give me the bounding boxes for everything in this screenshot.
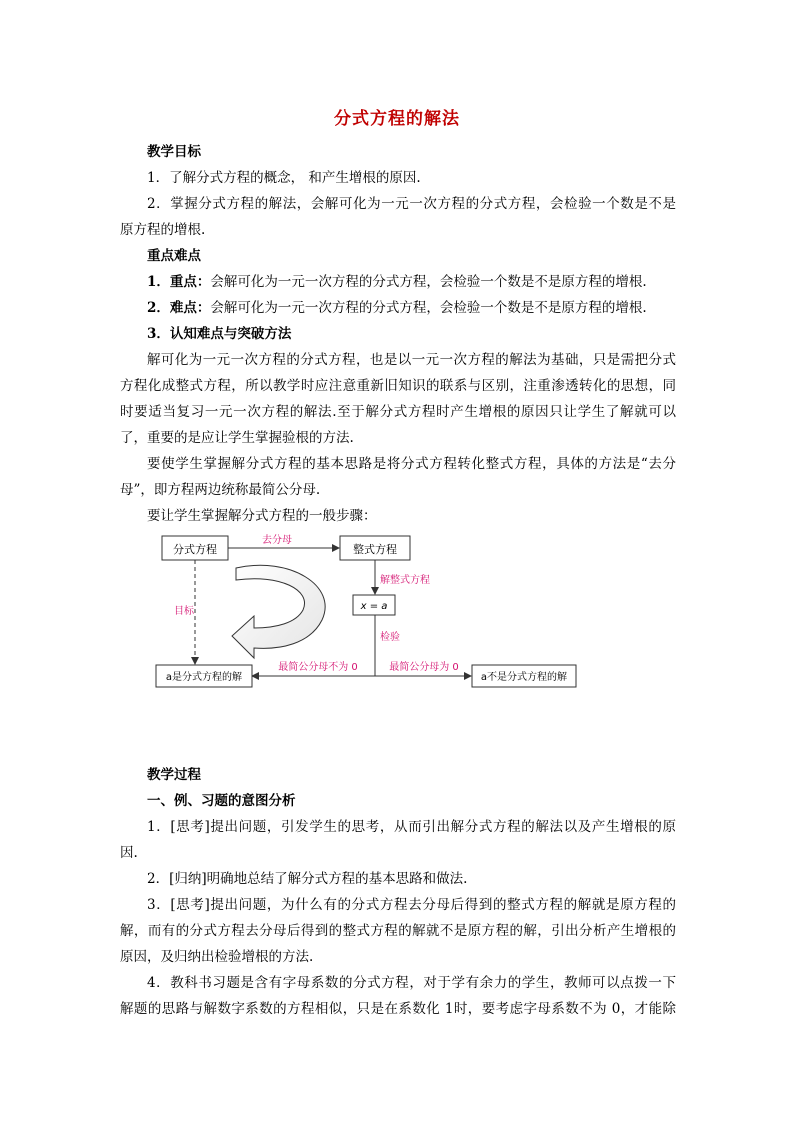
- paragraph-1-line: 了，重要的是应让学生掌握验根的方法.: [120, 430, 354, 446]
- process-item-3-line: 3．[思考]提出问题，为什么有的分式方程去分母后得到的整式方程的解就是原方程的: [147, 897, 676, 913]
- keypoint-item-1-label: 1．重点：: [147, 274, 211, 290]
- paragraph-3: 要让学生掌握解分式方程的一般步骤：: [147, 508, 377, 524]
- goals-heading: 教学目标: [147, 144, 201, 160]
- label-remove-denominator: 去分母: [262, 535, 292, 546]
- paragraph-2-line: 要使学生掌握解分式方程的基本思路是将分式方程转化整式方程，具体的方法是“去分: [147, 456, 676, 472]
- process-section-1: 一、例、习题的意图分析: [147, 793, 296, 809]
- keypoint-item-1-text: 会解可化为一元一次方程的分式方程，会检验一个数是不是原方程的增根.: [210, 274, 647, 290]
- process-item-4-line: 4．教科书习题是含有字母系数的分式方程，对于学有余力的学生，教师可以点拨一下: [147, 975, 676, 991]
- process-item-1-line: 因.: [120, 845, 138, 861]
- process-item-3-line: 解，而有的分式方程去分母后得到的整式方程的解就不是原方程的解，引出分析产生增根的: [120, 923, 676, 939]
- box-integral-equation-label: 整式方程: [353, 543, 397, 556]
- paragraph-2-line: 母”，即方程两边统称最简公分母.: [120, 482, 321, 498]
- label-check: 检验: [380, 632, 400, 643]
- page-title: 分式方程的解法: [334, 109, 460, 129]
- process-item-1-line: 1．[思考]提出问题，引发学生的思考，从而引出解分式方程的解法以及产生增根的原: [147, 819, 676, 835]
- keypoint-item-2-text: 会解可化为一元一次方程的分式方程，会检验一个数是不是原方程的增根.: [210, 300, 647, 316]
- label-lcd-zero: 最简公分母为 0: [389, 662, 459, 673]
- keypoint-item-2: [147, 295, 676, 321]
- label-goal: 目标: [174, 606, 194, 617]
- process-item-4-line: 解题的思路与解数字系数的方程相似，只是在系数化 1时，要考虑字母系数不为 0，才能除: [120, 1001, 676, 1017]
- keypoint-item-3-heading: 3．认知难点与突破方法: [147, 326, 292, 342]
- goal-item-2-line-2: 原方程的增根.: [120, 222, 206, 238]
- box-not-solution-label: a不是分式方程的解: [480, 672, 568, 683]
- paragraph-1-line: 时要适当复习一元一次方程的解法.至于解分式方程时产生增根的原因只让学生了解就可以: [120, 404, 676, 420]
- goal-item-1: 1．了解分式方程的概念， 和产生增根的原因.: [147, 170, 421, 186]
- process-heading: 教学过程: [147, 767, 201, 783]
- keypoint-item-1: [147, 269, 676, 295]
- process-item-3-line: 原因，及归纳出检验增根的方法.: [120, 949, 314, 965]
- keypoints-heading: 重点难点: [147, 248, 201, 264]
- box-x-equals-a-label: x = a: [360, 601, 388, 612]
- box-is-solution-label: a是分式方程的解: [165, 672, 243, 683]
- paragraph-1-line: 方程化成整式方程，所以教学时应注意重新旧知识的联系与区别，注重渗透转化的思想，同: [120, 378, 676, 394]
- solution-steps-flowchart: [140, 528, 600, 698]
- label-solve-integral: 解整式方程: [380, 575, 430, 586]
- box-fraction-equation-label: 分式方程: [173, 543, 217, 556]
- process-item-2: 2．[归纳]明确地总结了解分式方程的基本思路和做法.: [147, 871, 468, 887]
- curved-arrow-graphic: [232, 565, 325, 658]
- paragraph-1-line: 解可化为一元一次方程的分式方程，也是以一元一次方程的解法为基础，只是需把分式: [147, 352, 676, 368]
- label-lcd-not-zero: 最简公分母不为 0: [278, 662, 358, 673]
- keypoint-item-2-label: 2．难点：: [147, 300, 211, 316]
- goal-item-2-line-1: 2．掌握分式方程的解法，会解可化为一元一次方程的分式方程，会检验一个数是不是: [147, 196, 676, 212]
